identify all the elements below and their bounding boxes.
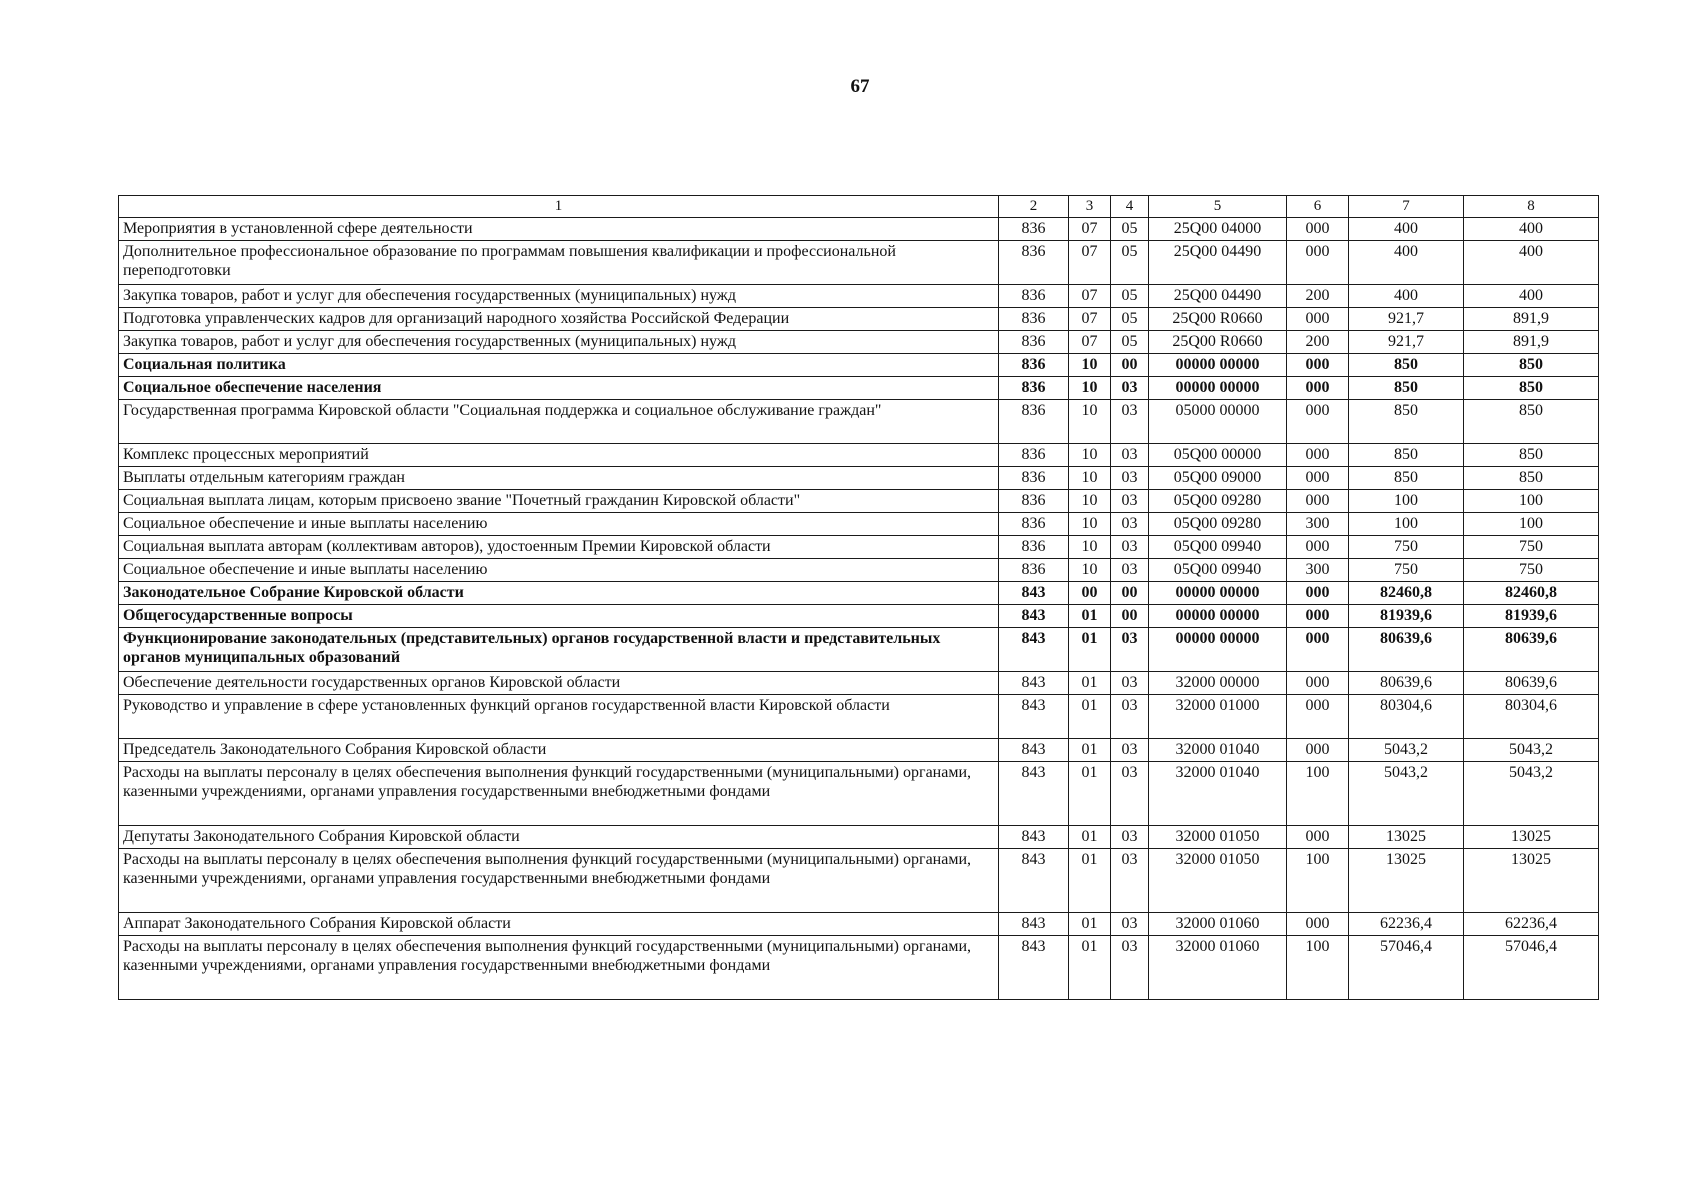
row-amount-year1-cell: 850	[1349, 354, 1464, 377]
header-col-3: 3	[1069, 196, 1111, 218]
row-amount-year1-cell: 100	[1349, 513, 1464, 536]
row-code-cell: 843	[999, 582, 1069, 605]
row-target-article-cell: 32000 01040	[1149, 739, 1287, 762]
row-target-article-cell: 05Q00 00000	[1149, 444, 1287, 467]
row-subsection-cell: 03	[1111, 695, 1149, 739]
row-subsection-cell: 03	[1111, 400, 1149, 444]
row-expense-type-cell: 000	[1287, 400, 1349, 444]
row-expense-type-cell: 000	[1287, 695, 1349, 739]
row-target-article-cell: 05Q00 09280	[1149, 513, 1287, 536]
row-amount-year2-cell: 891,9	[1464, 331, 1599, 354]
row-subsection-cell: 00	[1111, 354, 1149, 377]
row-target-article-cell: 25Q00 R0660	[1149, 308, 1287, 331]
row-expense-type-cell: 000	[1287, 444, 1349, 467]
table-row	[119, 559, 1599, 582]
row-amount-year1-cell: 100	[1349, 490, 1464, 513]
row-expense-type-cell: 000	[1287, 354, 1349, 377]
row-code-cell: 843	[999, 849, 1069, 913]
row-amount-year1-cell: 400	[1349, 285, 1464, 308]
row-section-cell: 10	[1069, 559, 1111, 582]
row-amount-year1-cell: 850	[1349, 467, 1464, 490]
row-target-article-cell: 05000 00000	[1149, 400, 1287, 444]
row-expense-type-cell: 300	[1287, 513, 1349, 536]
row-code-cell: 843	[999, 605, 1069, 628]
row-amount-year1-cell: 80639,6	[1349, 628, 1464, 672]
table-row	[119, 513, 1599, 536]
row-section-cell: 10	[1069, 513, 1111, 536]
row-amount-year1-cell: 750	[1349, 559, 1464, 582]
row-amount-year2-cell: 57046,4	[1464, 936, 1599, 1000]
row-expense-type-cell: 100	[1287, 849, 1349, 913]
header-col-6: 6	[1287, 196, 1349, 218]
row-amount-year2-cell: 891,9	[1464, 308, 1599, 331]
row-amount-year1-cell: 400	[1349, 241, 1464, 285]
row-expense-type-cell: 000	[1287, 605, 1349, 628]
table-row	[119, 826, 1599, 849]
row-name-cell: Расходы на выплаты персоналу в целях обеспечения выполнения функций государственными (муниципальными) органами, казенными учреждениями, органами управления государственными внебюджетными фондами	[119, 936, 999, 1000]
header-col-2: 2	[999, 196, 1069, 218]
row-target-article-cell: 00000 00000	[1149, 582, 1287, 605]
row-amount-year1-cell: 850	[1349, 377, 1464, 400]
budget-table	[118, 195, 1599, 1000]
row-target-article-cell: 00000 00000	[1149, 354, 1287, 377]
header-col-7: 7	[1349, 196, 1464, 218]
row-amount-year1-cell: 850	[1349, 444, 1464, 467]
row-expense-type-cell: 000	[1287, 536, 1349, 559]
row-code-cell: 836	[999, 308, 1069, 331]
row-amount-year1-cell: 13025	[1349, 826, 1464, 849]
row-subsection-cell: 03	[1111, 377, 1149, 400]
row-name-cell: Подготовка управленческих кадров для организаций народного хозяйства Российской Федерации	[119, 308, 999, 331]
table-row	[119, 739, 1599, 762]
row-code-cell: 836	[999, 536, 1069, 559]
row-expense-type-cell: 000	[1287, 490, 1349, 513]
row-section-cell: 01	[1069, 672, 1111, 695]
row-amount-year1-cell: 82460,8	[1349, 582, 1464, 605]
row-amount-year1-cell: 921,7	[1349, 308, 1464, 331]
row-name-cell: Аппарат Законодательного Собрания Кировской области	[119, 913, 999, 936]
row-subsection-cell: 05	[1111, 218, 1149, 241]
row-name-cell: Руководство и управление в сфере установленных функций органов государственной власти Кировской области	[119, 695, 999, 739]
row-section-cell: 01	[1069, 762, 1111, 826]
row-code-cell: 843	[999, 826, 1069, 849]
row-section-cell: 01	[1069, 605, 1111, 628]
row-expense-type-cell: 000	[1287, 308, 1349, 331]
row-amount-year2-cell: 5043,2	[1464, 739, 1599, 762]
row-expense-type-cell: 000	[1287, 582, 1349, 605]
row-expense-type-cell: 300	[1287, 559, 1349, 582]
row-amount-year1-cell: 80304,6	[1349, 695, 1464, 739]
row-target-article-cell: 32000 01060	[1149, 913, 1287, 936]
table-row	[119, 672, 1599, 695]
row-section-cell: 01	[1069, 695, 1111, 739]
row-expense-type-cell: 000	[1287, 826, 1349, 849]
row-name-cell: Закупка товаров, работ и услуг для обеспечения государственных (муниципальных) нужд	[119, 285, 999, 308]
row-amount-year1-cell: 81939,6	[1349, 605, 1464, 628]
row-amount-year2-cell: 100	[1464, 490, 1599, 513]
header-col-8: 8	[1464, 196, 1599, 218]
table-row	[119, 400, 1599, 444]
row-section-cell: 07	[1069, 308, 1111, 331]
row-subsection-cell: 00	[1111, 605, 1149, 628]
row-target-article-cell: 32000 01000	[1149, 695, 1287, 739]
row-section-cell: 01	[1069, 913, 1111, 936]
row-target-article-cell: 05Q00 09940	[1149, 559, 1287, 582]
row-expense-type-cell: 200	[1287, 331, 1349, 354]
row-target-article-cell: 25Q00 R0660	[1149, 331, 1287, 354]
row-code-cell: 836	[999, 467, 1069, 490]
row-section-cell: 10	[1069, 444, 1111, 467]
row-amount-year2-cell: 82460,8	[1464, 582, 1599, 605]
row-code-cell: 836	[999, 285, 1069, 308]
row-name-cell: Социальная выплата лицам, которым присвоено звание "Почетный гражданин Кировской области"	[119, 490, 999, 513]
row-target-article-cell: 32000 01050	[1149, 849, 1287, 913]
header-col-1: 1	[119, 196, 999, 218]
row-code-cell: 843	[999, 672, 1069, 695]
row-expense-type-cell: 000	[1287, 467, 1349, 490]
row-expense-type-cell: 100	[1287, 936, 1349, 1000]
row-section-cell: 10	[1069, 467, 1111, 490]
row-target-article-cell: 00000 00000	[1149, 605, 1287, 628]
row-name-cell: Закупка товаров, работ и услуг для обеспечения государственных (муниципальных) нужд	[119, 331, 999, 354]
row-amount-year2-cell: 62236,4	[1464, 913, 1599, 936]
row-section-cell: 10	[1069, 536, 1111, 559]
row-subsection-cell: 03	[1111, 467, 1149, 490]
row-subsection-cell: 05	[1111, 241, 1149, 285]
row-target-article-cell: 05Q00 09940	[1149, 536, 1287, 559]
row-code-cell: 836	[999, 400, 1069, 444]
row-subsection-cell: 05	[1111, 331, 1149, 354]
row-amount-year2-cell: 5043,2	[1464, 762, 1599, 826]
row-subsection-cell: 03	[1111, 936, 1149, 1000]
row-amount-year1-cell: 62236,4	[1349, 913, 1464, 936]
row-target-article-cell: 00000 00000	[1149, 628, 1287, 672]
row-subsection-cell: 03	[1111, 762, 1149, 826]
row-amount-year2-cell: 750	[1464, 536, 1599, 559]
row-section-cell: 10	[1069, 377, 1111, 400]
row-name-cell: Обеспечение деятельности государственных органов Кировской области	[119, 672, 999, 695]
row-expense-type-cell: 000	[1287, 628, 1349, 672]
table-row	[119, 331, 1599, 354]
row-name-cell: Комплекс процессных мероприятий	[119, 444, 999, 467]
row-amount-year2-cell: 400	[1464, 285, 1599, 308]
row-amount-year2-cell: 850	[1464, 377, 1599, 400]
row-name-cell: Дополнительное профессиональное образование по программам повышения квалификации и профессиональной переподготовки	[119, 241, 999, 285]
row-amount-year2-cell: 13025	[1464, 826, 1599, 849]
row-code-cell: 836	[999, 354, 1069, 377]
row-name-cell: Председатель Законодательного Собрания Кировской области	[119, 739, 999, 762]
table-row	[119, 628, 1599, 672]
row-subsection-cell: 03	[1111, 628, 1149, 672]
row-expense-type-cell: 000	[1287, 241, 1349, 285]
row-subsection-cell: 05	[1111, 308, 1149, 331]
row-name-cell: Депутаты Законодательного Собрания Кировской области	[119, 826, 999, 849]
row-amount-year2-cell: 80304,6	[1464, 695, 1599, 739]
table-row	[119, 762, 1599, 826]
table-row	[119, 241, 1599, 285]
row-section-cell: 01	[1069, 826, 1111, 849]
row-amount-year1-cell: 5043,2	[1349, 739, 1464, 762]
table-row	[119, 849, 1599, 913]
table-row	[119, 695, 1599, 739]
row-target-article-cell: 05Q00 09280	[1149, 490, 1287, 513]
row-amount-year1-cell: 921,7	[1349, 331, 1464, 354]
header-col-5: 5	[1149, 196, 1287, 218]
row-section-cell: 01	[1069, 739, 1111, 762]
row-subsection-cell: 03	[1111, 672, 1149, 695]
row-section-cell: 10	[1069, 354, 1111, 377]
row-subsection-cell: 03	[1111, 826, 1149, 849]
row-amount-year1-cell: 80639,6	[1349, 672, 1464, 695]
row-name-cell: Социальное обеспечение населения	[119, 377, 999, 400]
table-row	[119, 444, 1599, 467]
row-section-cell: 01	[1069, 849, 1111, 913]
row-name-cell: Функционирование законодательных (представительных) органов государственной власти и представительных органов муниципальных образований	[119, 628, 999, 672]
table-row	[119, 285, 1599, 308]
row-code-cell: 836	[999, 241, 1069, 285]
row-section-cell: 07	[1069, 241, 1111, 285]
row-name-cell: Расходы на выплаты персоналу в целях обеспечения выполнения функций государственными (муниципальными) органами, казенными учреждениями, органами управления государственными внебюджетными фондами	[119, 849, 999, 913]
row-amount-year2-cell: 750	[1464, 559, 1599, 582]
row-target-article-cell: 25Q00 04490	[1149, 241, 1287, 285]
row-subsection-cell: 03	[1111, 913, 1149, 936]
row-subsection-cell: 03	[1111, 490, 1149, 513]
row-name-cell: Социальная политика	[119, 354, 999, 377]
table-row	[119, 218, 1599, 241]
row-section-cell: 10	[1069, 490, 1111, 513]
row-code-cell: 843	[999, 762, 1069, 826]
table-row	[119, 308, 1599, 331]
row-section-cell: 07	[1069, 331, 1111, 354]
row-target-article-cell: 25Q00 04000	[1149, 218, 1287, 241]
row-amount-year1-cell: 850	[1349, 400, 1464, 444]
row-expense-type-cell: 000	[1287, 672, 1349, 695]
row-name-cell: Законодательное Собрание Кировской области	[119, 582, 999, 605]
row-subsection-cell: 03	[1111, 513, 1149, 536]
row-target-article-cell: 25Q00 04490	[1149, 285, 1287, 308]
table-row	[119, 354, 1599, 377]
row-section-cell: 00	[1069, 582, 1111, 605]
row-amount-year1-cell: 13025	[1349, 849, 1464, 913]
row-amount-year2-cell: 80639,6	[1464, 628, 1599, 672]
table-row	[119, 467, 1599, 490]
row-code-cell: 836	[999, 218, 1069, 241]
row-subsection-cell: 03	[1111, 559, 1149, 582]
row-section-cell: 01	[1069, 936, 1111, 1000]
row-name-cell: Расходы на выплаты персоналу в целях обеспечения выполнения функций государственными (муниципальными) органами, казенными учреждениями, органами управления государственными внебюджетными фондами	[119, 762, 999, 826]
row-section-cell: 07	[1069, 218, 1111, 241]
row-subsection-cell: 03	[1111, 444, 1149, 467]
row-name-cell: Государственная программа Кировской области "Социальная поддержка и социальное обслуживание граждан"	[119, 400, 999, 444]
row-section-cell: 07	[1069, 285, 1111, 308]
row-code-cell: 836	[999, 559, 1069, 582]
row-target-article-cell: 32000 01040	[1149, 762, 1287, 826]
row-expense-type-cell: 000	[1287, 218, 1349, 241]
row-amount-year2-cell: 80639,6	[1464, 672, 1599, 695]
row-expense-type-cell: 000	[1287, 739, 1349, 762]
row-code-cell: 843	[999, 695, 1069, 739]
row-amount-year2-cell: 850	[1464, 467, 1599, 490]
table-row	[119, 377, 1599, 400]
row-name-cell: Мероприятия в установленной сфере деятельности	[119, 218, 999, 241]
row-name-cell: Социальная выплата авторам (коллективам авторов), удостоенным Премии Кировской области	[119, 536, 999, 559]
row-code-cell: 843	[999, 628, 1069, 672]
table-row	[119, 936, 1599, 1000]
row-amount-year1-cell: 57046,4	[1349, 936, 1464, 1000]
table-row	[119, 490, 1599, 513]
row-amount-year1-cell: 750	[1349, 536, 1464, 559]
table-row	[119, 913, 1599, 936]
row-target-article-cell: 32000 00000	[1149, 672, 1287, 695]
row-name-cell: Социальное обеспечение и иные выплаты населению	[119, 513, 999, 536]
table-row	[119, 536, 1599, 559]
row-target-article-cell: 32000 01060	[1149, 936, 1287, 1000]
row-code-cell: 836	[999, 513, 1069, 536]
row-target-article-cell: 05Q00 09000	[1149, 467, 1287, 490]
row-amount-year2-cell: 850	[1464, 444, 1599, 467]
row-code-cell: 836	[999, 444, 1069, 467]
row-name-cell: Выплаты отдельным категориям граждан	[119, 467, 999, 490]
row-code-cell: 836	[999, 490, 1069, 513]
row-section-cell: 01	[1069, 628, 1111, 672]
table-header-row	[119, 196, 1599, 218]
row-subsection-cell: 00	[1111, 582, 1149, 605]
row-amount-year1-cell: 5043,2	[1349, 762, 1464, 826]
row-target-article-cell: 32000 01050	[1149, 826, 1287, 849]
row-subsection-cell: 03	[1111, 849, 1149, 913]
row-amount-year2-cell: 400	[1464, 218, 1599, 241]
row-expense-type-cell: 000	[1287, 913, 1349, 936]
row-amount-year2-cell: 13025	[1464, 849, 1599, 913]
row-expense-type-cell: 100	[1287, 762, 1349, 826]
row-expense-type-cell: 200	[1287, 285, 1349, 308]
row-amount-year2-cell: 850	[1464, 400, 1599, 444]
row-subsection-cell: 05	[1111, 285, 1149, 308]
row-target-article-cell: 00000 00000	[1149, 377, 1287, 400]
row-code-cell: 836	[999, 331, 1069, 354]
row-amount-year2-cell: 400	[1464, 241, 1599, 285]
row-name-cell: Общегосударственные вопросы	[119, 605, 999, 628]
header-col-4: 4	[1111, 196, 1149, 218]
row-expense-type-cell: 000	[1287, 377, 1349, 400]
row-amount-year2-cell: 850	[1464, 354, 1599, 377]
row-code-cell: 843	[999, 936, 1069, 1000]
row-subsection-cell: 03	[1111, 536, 1149, 559]
row-name-cell: Социальное обеспечение и иные выплаты населению	[119, 559, 999, 582]
row-amount-year1-cell: 400	[1349, 218, 1464, 241]
row-code-cell: 836	[999, 377, 1069, 400]
row-amount-year2-cell: 81939,6	[1464, 605, 1599, 628]
row-code-cell: 843	[999, 913, 1069, 936]
table-row	[119, 582, 1599, 605]
page-number: 67	[850, 76, 870, 97]
row-section-cell: 10	[1069, 400, 1111, 444]
row-code-cell: 843	[999, 739, 1069, 762]
table-row	[119, 605, 1599, 628]
row-amount-year2-cell: 100	[1464, 513, 1599, 536]
row-subsection-cell: 03	[1111, 739, 1149, 762]
table-body	[119, 218, 1599, 1000]
